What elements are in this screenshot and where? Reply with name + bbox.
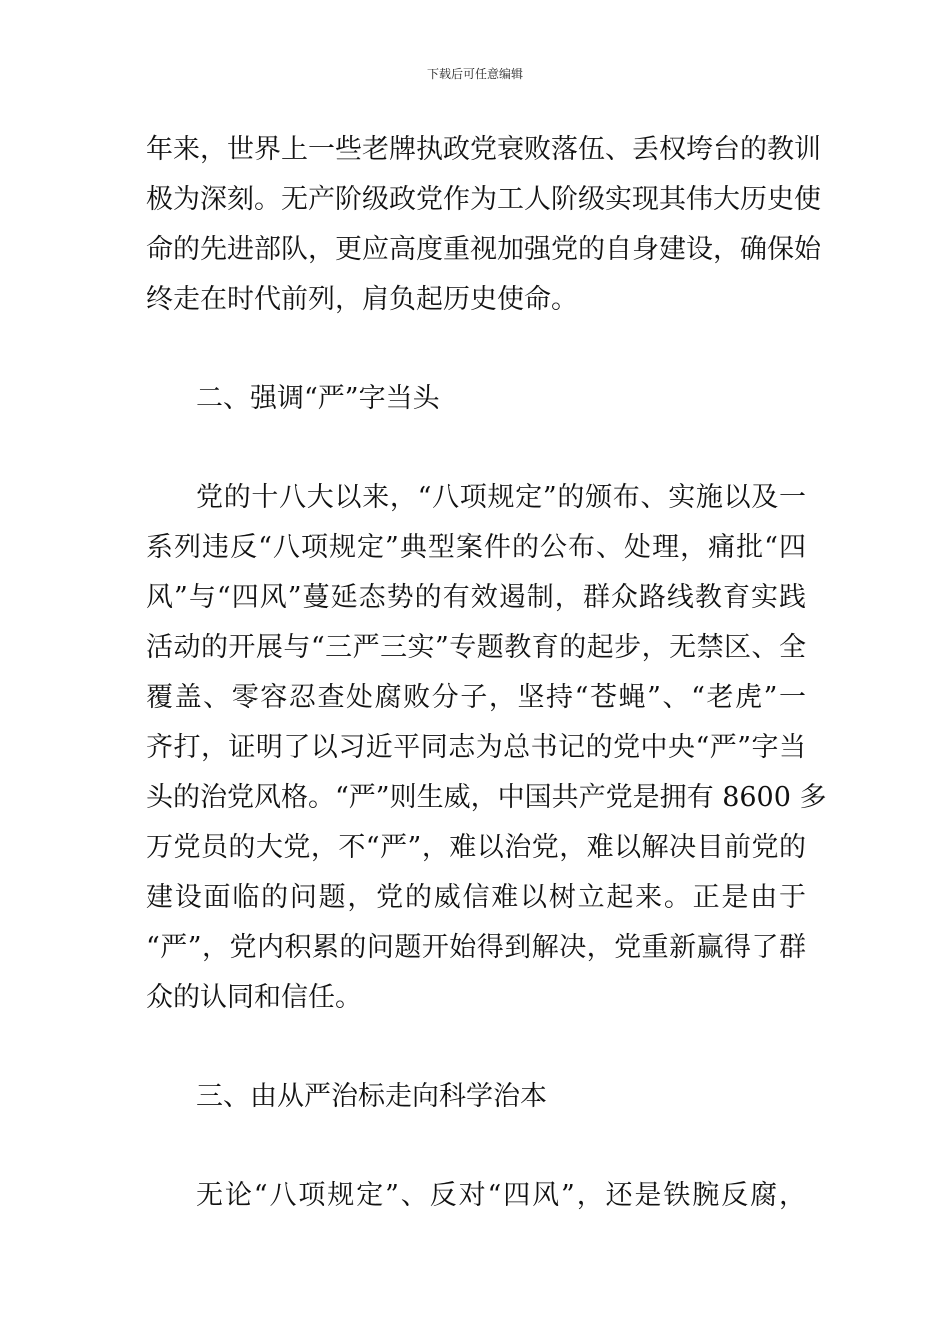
page-header: 下载后可任意编辑 [426,67,523,81]
paragraph-line: “严”，党内积累的问题开始得到解决，党重新赢得了群 [146,932,806,963]
paragraph-line: 众的认同和信任。 [146,982,362,1013]
section-heading: 三、由从严治标走向科学治本 [196,1081,547,1112]
paragraph-line: 齐打，证明了以习近平同志为总书记的党中央“严”字当 [146,732,806,763]
section-heading: 二、强调“严”字当头 [196,383,440,414]
paragraph-line: 系列违反“八项规定”典型案件的公布、处理，痛批“四 [146,532,806,563]
paragraph-line: 覆盖、零容忍查处腐败分子，坚持“苍蝇”、“老虎”一 [146,682,806,713]
paragraph-line: 活动的开展与“三严三实”专题教育的起步，无禁区、全 [146,632,806,663]
paragraph-line: 党的十八大以来，“八项规定”的颁布、实施以及一 [196,482,806,513]
paragraph-line: 年来，世界上一些老牌执政党衰败落伍、丢权垮台的教训 [146,134,821,165]
paragraph-line: 风”与“四风”蔓延态势的有效遏制，群众路线教育实践 [146,582,806,613]
paragraph-line: 万党员的大党，不“严”，难以治党，难以解决目前党的 [146,832,806,863]
paragraph-line: 命的先进部队，更应高度重视加强党的自身建设，确保始 [146,234,821,265]
paragraph-line: 建设面临的问题，党的威信难以树立起来。正是由于 [146,882,806,913]
paragraph-line: 头的治党风格。“严”则生威，中国共产党是拥有 8600 多 [146,782,827,813]
paragraph-line: 无论“八项规定”、反对“四风”，还是铁腕反腐， [196,1180,806,1211]
paragraph-line: 终走在时代前列，肩负起历史使命。 [146,284,578,315]
paragraph-line: 极为深刻。无产阶级政党作为工人阶级实现其伟大历史使 [146,184,821,215]
